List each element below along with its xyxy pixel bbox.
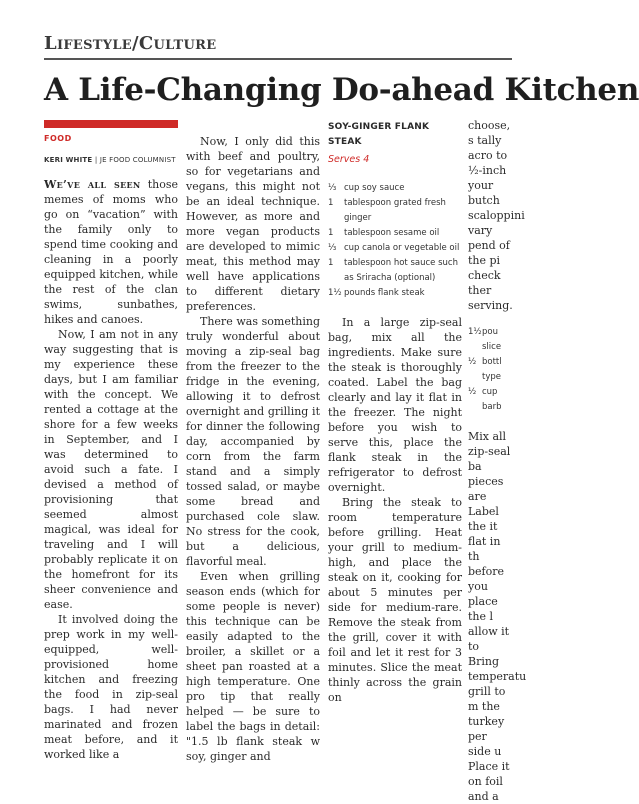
recipe-column [328, 118, 462, 704]
ingredient-desc: cup canola or vegetable oil [344, 243, 460, 253]
tag-bar [44, 120, 178, 128]
ingredient-qty: 1 [328, 198, 334, 208]
ingredient-desc: bottl type [482, 357, 502, 382]
ingredient-list [328, 181, 462, 301]
ingredient-qty: ⅓ [328, 243, 337, 253]
paragraph: Now, I am not in any way suggesting that is my experience these days, but I am familiar with the concept. We rented a cottage at the shore for a few weeks in September, and I was determined to avoid such a fate. I devised a method of provisioning that seemed almost magical, was ideal for traveling and I will probably replicate it on the homefront for its sheer convenience and ease. [44, 328, 178, 611]
article-column-1 [44, 118, 179, 761]
ingredient-desc: pou slice [482, 327, 502, 352]
ingredient-item [468, 355, 512, 385]
paragraph: choose, s tally acro to ½-inch your butch scaloppini vary pend of the pi check ther serving. [468, 119, 525, 312]
ingredient-qty: 1½ [328, 288, 342, 298]
section-tag: FOOD [44, 134, 72, 143]
ingredient-item [328, 286, 462, 301]
section-title: Lifestyle/Culture [44, 33, 217, 54]
ingredient-qty: ½ [468, 357, 477, 367]
paragraph: In a large zip-seal bag, mix all the ingredients. Make sure the steak is thoroughly coated. Label the bag clearly and lay it flat in the freezer. The night before you wish to serve this, place the flank steak in the refrigerator to defrost overnight. [328, 316, 462, 494]
ingredient-desc: cup barb [482, 387, 502, 412]
ingredient-item [328, 256, 462, 286]
ingredient-item [328, 241, 462, 256]
ingredient-item [328, 196, 462, 226]
paragraph: Bring the steak to room temperature before grilling. Heat your grill to medium-high, and place the steak on it, cooking for about 5 minutes per side for medium-rare. Remove the steak from the grill, cover it with foil and let it rest for 3 minutes. Slice the meat thinly across the grain on [328, 496, 462, 704]
ingredient-qty: 1 [328, 258, 334, 268]
ingredient-qty: ⅓ [328, 183, 337, 193]
ingredient-item [328, 226, 462, 241]
ingredient-desc: pounds flank steak [344, 288, 425, 298]
ingredient-qty: 1½ [468, 327, 482, 337]
ingredient-item [468, 385, 512, 415]
ingredient-qty: 1 [328, 228, 334, 238]
section-rule [44, 58, 512, 60]
recipe-title: SOY-GINGER FLANK STEAK [328, 122, 430, 147]
paragraph: There was something truly wonderful about moving a zip-seal bag from the freezer to the fridge in the evening, allowing it to defrost overnight and grilling it for dinner the following day, accompanied by corn from the farm stand and a simply tossed salad, or maybe some bread and purchased cole slaw. No stress for the cook, but a delicious, flavorful meal. [186, 315, 320, 568]
ingredient-qty: ½ [468, 387, 477, 397]
paragraph: Mix all zip-seal ba pieces are Label the it flat in th before you place the l allow it to [468, 430, 511, 653]
ingredient-desc: tablespoon hot sauce such as Sriracha (optional) [344, 258, 458, 283]
paragraph: Now, I only did this with beef and poultry, so for vegetarians and vegans, this might not be an ideal technique. However, as more and more vegan products are developed to mimic meat, this method may well have applications to different dietary preferences. [186, 135, 320, 313]
paragraph: Bring temperatu grill to m the turkey per side u Place it on foil and a [468, 655, 527, 803]
ingredient-desc: tablespoon grated fresh ginger [344, 198, 446, 223]
ingredient-desc: tablespoon sesame oil [344, 228, 440, 238]
lead-in: We’ve all seen [44, 178, 141, 191]
byline-author: KERI WHITE [44, 156, 93, 164]
ingredient-item [468, 325, 512, 355]
ingredient-list [468, 325, 512, 415]
article-column-2 [186, 134, 320, 763]
paragraph-text: those memes of moms who go on “vacation” with the family only to spend time cooking and cleaning in a poorly equipped kitchen, while the rest of the clan swims, sunbathes, hikes and canoes. [44, 178, 179, 326]
article-column-4 [468, 118, 527, 803]
recipe-serves: Serves 4 [328, 154, 370, 165]
paragraph: It involved doing the prep work in my well-equipped, well-provisioned home kitchen and freezing the food in zip-seal bags. I had never marinated and frozen meat before, and it worked like a [44, 613, 178, 761]
byline-role: JE FOOD COLUMNIST [99, 156, 176, 164]
headline: A Life-Changing Do-ahead Kitchen [44, 72, 639, 108]
paragraph [44, 177, 178, 327]
byline: KERI WHITE | JE FOOD COLUMNIST [44, 156, 176, 164]
paragraph: Even when grilling season ends (which for some people is never) this technique can be easily adapted to the broiler, a skillet or a sheet pan roasted at a high temperature. One pro tip that really helped — be sure to label the bags in detail: "1.5 lb flank steak w soy, ginger and [186, 570, 320, 763]
ingredient-desc: cup soy sauce [344, 183, 405, 193]
ingredient-item [328, 181, 462, 196]
